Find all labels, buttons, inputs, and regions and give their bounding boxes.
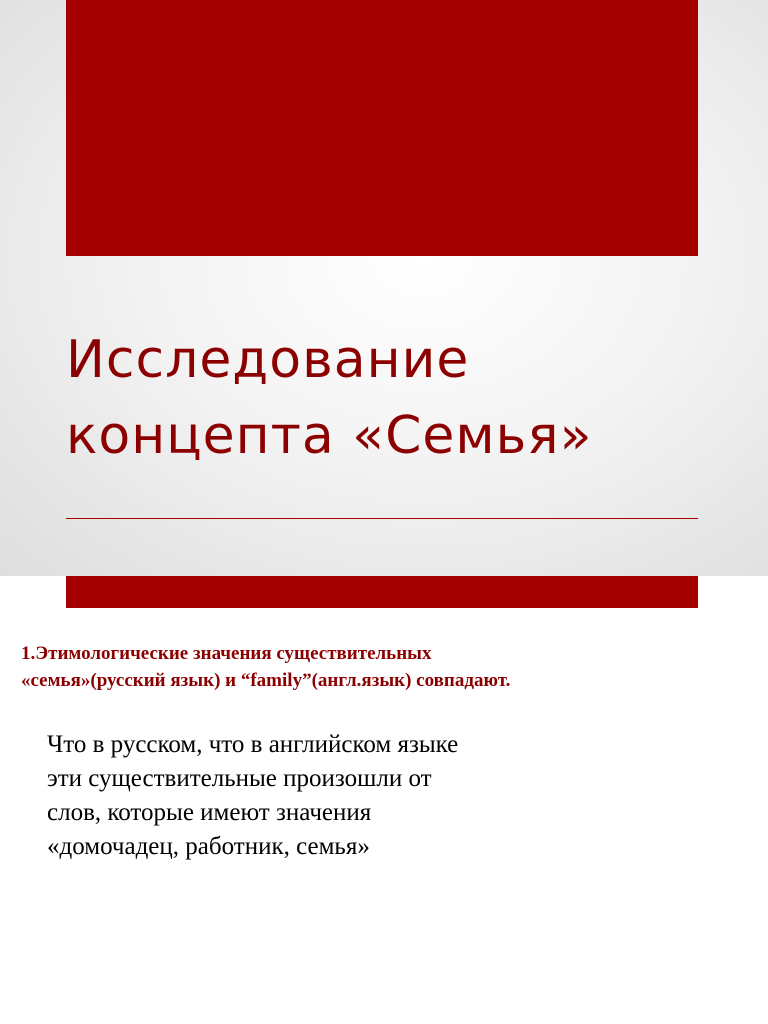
body-line-1: Что в русском, что в английском языке [47, 731, 459, 758]
title-divider [66, 518, 698, 519]
slide-title-line-1: Исследование [66, 330, 470, 390]
body-line-2: эти существительные произошли от [47, 765, 432, 792]
body-line-4: «домочадец, работник, семья» [47, 833, 370, 860]
point-heading-line-2: «семья»(русский язык) и “family”(англ.язык) совпадают. [21, 670, 511, 691]
body-line-3: слов, которые имеют значения [47, 799, 372, 826]
red-banner-top [66, 0, 698, 256]
red-banner-bottom [66, 576, 698, 608]
body-paragraph [47, 728, 727, 864]
slide-title [66, 322, 698, 474]
slide-title-line-2: концепта «Семья» [66, 406, 593, 466]
point-heading-line-1: 1.Этимологические значения существительных [21, 643, 432, 664]
point-heading [21, 640, 751, 694]
